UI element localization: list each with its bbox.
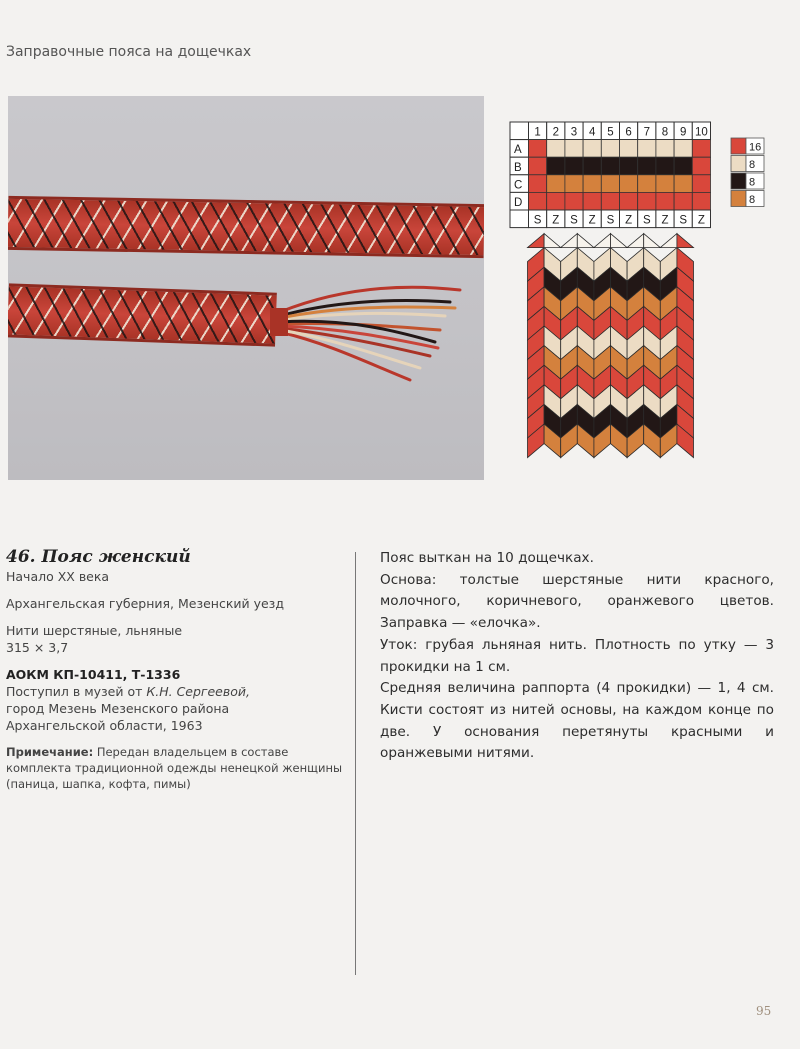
page-number: 95 bbox=[756, 1004, 772, 1018]
draft-col-label: 8 bbox=[661, 126, 669, 139]
draft-cell bbox=[601, 175, 619, 193]
belt-upper-segment bbox=[8, 196, 484, 258]
legend-count: 16 bbox=[749, 141, 762, 154]
draft-cell bbox=[601, 192, 619, 210]
pattern-top-cap bbox=[561, 234, 578, 248]
draft-threading-label: S bbox=[606, 214, 615, 227]
pattern-top-cap bbox=[594, 234, 611, 248]
draft-cell bbox=[547, 192, 565, 210]
draft-cell bbox=[638, 175, 656, 193]
draft-col-label: 7 bbox=[643, 126, 651, 139]
draft-cell bbox=[529, 140, 547, 158]
draft-cell bbox=[620, 192, 638, 210]
draft-cell bbox=[565, 192, 583, 210]
draft-col-label: 6 bbox=[625, 126, 632, 139]
provenance-name: К.Н. Сергеевой, bbox=[146, 684, 250, 699]
pattern-top-cap bbox=[544, 234, 561, 248]
belt-lower-segment bbox=[8, 283, 277, 346]
note-text: Передан владельцем в составе комплекта традиционной одежды ненецкой женщины (паница, шапка, кофта, пимы) bbox=[6, 745, 343, 791]
draft-threading-label: S bbox=[642, 214, 651, 227]
pattern-top-cap bbox=[577, 234, 594, 248]
running-head: Заправочные пояса на дощечках bbox=[6, 44, 252, 60]
draft-threading-label: S bbox=[533, 214, 542, 227]
pattern-top-cap bbox=[528, 234, 545, 248]
draft-cell bbox=[601, 140, 619, 158]
draft-cell bbox=[674, 140, 692, 158]
draft-cell bbox=[583, 175, 601, 193]
draft-cell bbox=[692, 157, 710, 175]
draft-cell bbox=[638, 140, 656, 158]
draft-row-label: B bbox=[514, 161, 522, 174]
weaving-draft bbox=[509, 121, 729, 461]
draft-cell bbox=[656, 192, 674, 210]
draft-col-label: 1 bbox=[534, 126, 541, 139]
object-date: Начало XX века bbox=[6, 569, 110, 584]
legend-count: 8 bbox=[749, 159, 756, 171]
draft-threading-label: Z bbox=[625, 214, 633, 227]
draft-cell bbox=[547, 157, 565, 175]
draft-cell bbox=[674, 175, 692, 193]
description-weft: Уток: грубая льняная нить. Плотность по утку — 3 прокидки на 1 см. bbox=[380, 636, 774, 675]
draft-cell bbox=[547, 140, 565, 158]
pattern-top-cap bbox=[644, 234, 661, 248]
draft-row-label: D bbox=[514, 197, 523, 209]
object-caption bbox=[6, 549, 346, 792]
draft-cell bbox=[692, 192, 710, 210]
draft-threading-label: S bbox=[570, 214, 578, 227]
draft-cell bbox=[529, 157, 547, 175]
draft-svg bbox=[509, 121, 729, 461]
draft-cell bbox=[656, 157, 674, 175]
note-label: Примечание: bbox=[6, 745, 94, 759]
pattern-top-cap bbox=[611, 234, 628, 248]
color-legend bbox=[730, 137, 766, 214]
draft-cell bbox=[692, 140, 710, 158]
draft-threading-label: S bbox=[679, 214, 688, 227]
description-boards: Пояс выткан на 10 дощечках. bbox=[380, 550, 594, 566]
draft-cell bbox=[620, 140, 638, 158]
note bbox=[6, 744, 346, 792]
draft-threading-label: Z bbox=[661, 214, 669, 227]
draft-col-label: 9 bbox=[679, 126, 687, 139]
provenance-prefix: Поступил в музей от bbox=[6, 684, 147, 699]
legend-count: 8 bbox=[749, 176, 756, 189]
draft-cell bbox=[620, 175, 638, 193]
draft-cell bbox=[638, 157, 656, 175]
draft-threading-label: Z bbox=[588, 214, 596, 227]
description bbox=[380, 548, 774, 765]
draft-threading-label: Z bbox=[697, 214, 705, 227]
draft-cell bbox=[601, 157, 619, 175]
draft-col-label: 10 bbox=[695, 126, 708, 139]
pattern-top-cap bbox=[627, 234, 644, 248]
draft-col-label: 2 bbox=[552, 126, 560, 139]
legend-svg bbox=[730, 137, 766, 209]
provenance-line-2: город Мезень Мезенского района bbox=[6, 701, 230, 716]
draft-cell bbox=[529, 192, 547, 210]
description-warp: Основа: толстые шерстяные нити красного, молочного, коричневого, оранжевого цветов. Заправка — «елочка». bbox=[380, 571, 774, 632]
legend-swatch bbox=[731, 156, 746, 172]
draft-cell bbox=[656, 175, 674, 193]
legend-swatch bbox=[731, 173, 746, 189]
draft-cell bbox=[674, 157, 692, 175]
draft-threading-label: Z bbox=[552, 214, 560, 227]
draft-col-label: 3 bbox=[570, 126, 578, 139]
draft-cell bbox=[620, 157, 638, 175]
draft-row-label: A bbox=[514, 144, 522, 157]
draft-cell bbox=[547, 175, 565, 193]
pattern-top-cap bbox=[660, 234, 677, 248]
legend-swatch bbox=[731, 191, 746, 207]
object-size: 315 × 3,7 bbox=[6, 640, 69, 655]
provenance-line-1 bbox=[6, 683, 346, 700]
draft-cell bbox=[583, 192, 601, 210]
object-place: Архангельская губерния, Мезенский уезд bbox=[6, 596, 284, 611]
draft-cell bbox=[674, 192, 692, 210]
column-divider bbox=[355, 552, 356, 975]
draft-cell bbox=[529, 175, 547, 193]
draft-threading-label-cell bbox=[510, 210, 529, 228]
description-repeat: Средняя величина раппорта (4 прокидки) — 1, 4 см. Кисти состоят из нитей основы, на каждом конце по две. У основания перетянуты красными и оранжевыми нитями. bbox=[380, 680, 774, 762]
belt-tassel bbox=[270, 272, 470, 392]
provenance-line-3: Архангельской области, 1963 bbox=[6, 718, 203, 733]
pattern-top-cap bbox=[677, 234, 694, 248]
draft-cell bbox=[565, 140, 583, 158]
draft-cell bbox=[638, 192, 656, 210]
draft-col-label: 5 bbox=[607, 126, 614, 139]
draft-cell bbox=[583, 157, 601, 175]
draft-row-label: C bbox=[514, 179, 523, 192]
draft-cell bbox=[565, 175, 583, 193]
inventory-number: АОКМ КП-10411, Т-1336 bbox=[6, 667, 181, 682]
legend-count: 8 bbox=[749, 194, 756, 206]
draft-cell bbox=[565, 157, 583, 175]
draft-cell bbox=[692, 175, 710, 193]
draft-col-label: 4 bbox=[588, 126, 596, 139]
legend-swatch bbox=[731, 138, 746, 154]
belt-photo bbox=[8, 96, 484, 480]
object-title: 46. Пояс женский bbox=[6, 547, 191, 567]
draft-cell bbox=[656, 140, 674, 158]
object-material: Нити шерстяные, льняные bbox=[6, 623, 183, 638]
draft-cell bbox=[583, 140, 601, 158]
